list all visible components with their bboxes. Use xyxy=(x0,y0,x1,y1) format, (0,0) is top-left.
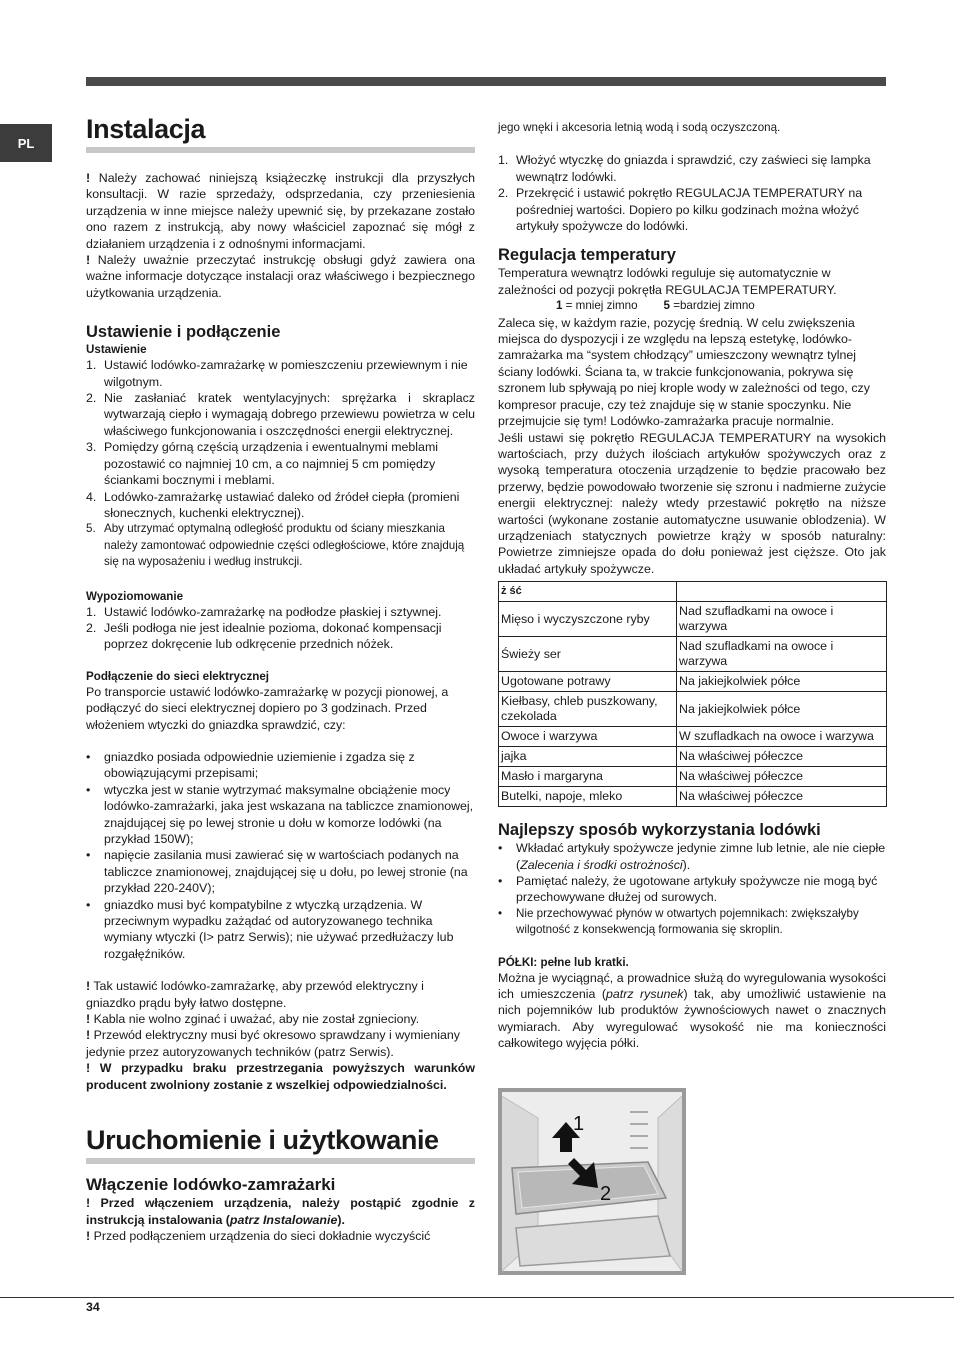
list-item: 2. Przekręcić i ustawić pokrętło REGULACJA TEMPERATURY na pośredniej wartości. Dopiero po kilku godzinach można włożyć artykuły spożywcze do lodówki. xyxy=(498,186,863,234)
bullet-item: • napięcie zasilania musi zawierać się w wartościach podanych na tabliczce znamionowej, znajdującej się u dołu, po lewej stronie (na przykład 220-240V); xyxy=(86,848,468,896)
table-header-cell: ż ść xyxy=(499,582,677,602)
footer-rule xyxy=(0,1297,954,1298)
cleaning-warning: ! Przed podłączeniem urządzenia do sieci dokładnie wyczyścić xyxy=(86,1228,431,1243)
language-tab: PL xyxy=(0,124,52,162)
table-row xyxy=(499,692,887,727)
table-cell: W szufladkach na owoce i warzywa xyxy=(677,727,887,747)
temperature-paragraph-2: Jeśli ustawi się pokrętło REGULACJA TEMPERATURY na wysokich wartościach, przy dużych ilościach artykułów spożywczych oraz z wysoką temperatura otoczenia urządzenie to będzie pracowało bez przerwy, będzie powodowało tworzenie się szronu i nadmierne zużycie energii elektrycznej: należy wtedy przestawić pokrętło na niższe wartości (wykonane zostanie automatyczne usuwanie oblodzenia). W urządzeniach statycznych powietrze krąży w sposób naturalny: Powietrze zimniejsze opada do dołu ponieważ jest cięższe. Oto jak układać artykuły spożywcze. xyxy=(498,430,886,576)
table-cell: Świeży ser xyxy=(499,637,677,672)
list-item: 2. Jeśli podłoga nie jest idealnie pozioma, dokonać kompensacji poprzez dokręcenie lub odkręcenie przednich nóżek. xyxy=(86,620,442,652)
left-column xyxy=(86,112,475,1244)
section-title-startup: Uruchomienie i użytkowanie xyxy=(86,1125,439,1156)
bullet-item: • Pamiętać należy, że ugotowane artykuły spożywcze nie mogą być przechowywane dłużej od surowych. xyxy=(498,873,878,905)
shelf-illustration xyxy=(498,1088,686,1275)
placement-list xyxy=(86,357,475,570)
list-item: 5. Aby utrzymać optymalną odległość produktu od ściany mieszkania należy zamontować odpowiednie części odległościowe, które znajdują się na wyposażeniu i według instrukcji. xyxy=(86,522,465,569)
table-row xyxy=(499,767,887,787)
warning-line: ! Kabla nie wolno zginać i uważać, aby nie został zgnieciony. xyxy=(86,1012,420,1027)
bullet-item: • Nie przechowywać płynów w otwartych pojemnikach: zwiększałyby wilgotność z konsekwencją formowania się skroplin. xyxy=(498,906,859,937)
list-item: 4. Lodówko-zamrażarkę ustawiać daleko od źródeł ciepła (promieni słonecznych, kuchenki elektrycznej). xyxy=(86,489,460,520)
startup-steps xyxy=(498,152,886,234)
table-cell: Na właściwej półeczce xyxy=(677,787,887,807)
heading-switch-on: Włączenie lodówko-zamrażarki xyxy=(86,1175,336,1195)
figure-label-1: 1 xyxy=(573,1113,585,1135)
list-item: 1. Ustawić lodówko-zamrażarkę w pomieszczeniu przewiewnym i nie wilgotnym. xyxy=(86,358,468,389)
table-row xyxy=(499,672,887,692)
table-cell: Ugotowane potrawy xyxy=(499,672,677,692)
warning-line: ! Przewód elektryczny musi być okresowo sprawdzany i wymieniany jedynie przez autoryzowanych techników (patrz Serwis). xyxy=(86,1028,460,1059)
continued-text: jego wnęki i akcesoria letnią wodą i sodą oczyszczoną. xyxy=(498,121,781,134)
subheading-levelling: Wypoziomowanie xyxy=(86,589,184,603)
liability-warning: ! W przypadku braku przestrzegania powyższych warunków producent zwolniony zostanie z wszelkiej odpowiedzialności. xyxy=(86,1061,475,1092)
subheading-shelves: PÓŁKI: pełne lub kratki. xyxy=(498,955,629,969)
table-cell: Mięso i wyczyszczone ryby xyxy=(499,602,677,637)
temperature-intro: Temperatura wewnątrz lodówki reguluje się automatycznie w zależności od pozycji pokrętła REGULACJA TEMPERATURY. xyxy=(498,266,837,297)
bullet-item: • gniazdko posiada odpowiednie uziemienie i zgadza się z obowiązującymi przepisami; xyxy=(86,749,415,781)
figure-label-2: 2 xyxy=(600,1183,612,1205)
section-title-installation: Instalacja xyxy=(86,114,206,144)
table-cell: Kiełbasy, chleb puszkowany, czekolada xyxy=(499,692,677,727)
warning-line: ! Tak ustawić lodówko-zamrażarkę, aby przewód elektryczny i gniazdko prądu były łatwo dostępne. xyxy=(86,979,424,1010)
list-item: 1. Włożyć wtyczkę do gniazda i sprawdzić, czy zaświeci się lampka wewnątrz lodówki. xyxy=(498,153,871,184)
switch-on-warning: ! Przed włączeniem urządzenia, należy postąpić zgodnie z instrukcją instalowania (patrz Instalowanie). xyxy=(86,1196,475,1227)
table-cell: Owoce i warzywa xyxy=(499,727,677,747)
table-cell: Masło i margaryna xyxy=(499,767,677,787)
table-row xyxy=(499,747,887,767)
intro-paragraph-1: ! Należy zachować niniejszą książeczkę instrukcji dla przyszłych konsultacji. W razie sprzedaży, odsprzedania, czy przeniesienia urządzenia w inne miejsce należy upewnić się, by przekazane zostało ono razem z instrukcją, aby nowy właściciel zapoznać się mógł z działaniem urządzenia i z odnośnymi informacjami. xyxy=(86,171,475,251)
best-use-list xyxy=(498,840,886,938)
bullet-item: • Wkładać artykuły spożywcze jedynie zimne lub letnie, ale nie ciepłe (Zalecenia i środki ostrożności). xyxy=(498,841,886,872)
temperature-paragraph-1: Zaleca się, w każdym razie, pozycję średnią. W celu zwiększenia miejsca do dyspozycji i ze względu na lepszą estetykę, lodówko-zamrażarka ma “system chłodzący” umieszczony wewnątrz tylnej ściany lodówki. Ściana ta, w trakcie funkcjonowania, pokrywa się szronem lub spływają po niej krople wody w zależności od tego, czy kompresor pracuje, czy też znajduje się w stanie spoczynku. Nie przejmujcie się tym! Lodówko-zamrażarka pracuje normalnie. xyxy=(498,315,870,429)
heading-temperature: Regulacja temperatury xyxy=(498,246,676,265)
electrical-paragraph: Po transporcie ustawić lodówko-zamrażarkę w pozycji pionowej, a podłączyć do sieci elektrycznej dopiero po 3 godzinach. Przed włożeniem wtyczki do gniazdka sprawdzić, czy: xyxy=(86,684,449,732)
table-row xyxy=(499,602,887,637)
table-row xyxy=(499,727,887,747)
shelf-adjustment-figure xyxy=(498,1088,686,1275)
table-cell: jajka xyxy=(499,747,677,767)
table-cell: Nad szufladkami na owoce i warzywa xyxy=(677,637,887,672)
table-cell: Na jakiejkolwiek półce xyxy=(677,672,887,692)
levelling-list xyxy=(86,604,475,653)
subheading-placement: Ustawienie xyxy=(86,343,147,357)
table-row xyxy=(499,637,887,672)
heading-best-use: Najlepszy sposób wykorzystania lodówki xyxy=(498,821,821,840)
top-rule xyxy=(86,77,886,86)
table-header-row xyxy=(499,582,887,602)
intro-paragraph-2: ! Należy uważnie przeczytać instrukcję obsługi gdyż zawiera ona ważne informacje dotyczące instalacji oraz właściwego i bezpiecznego użytkowania urządzenia. xyxy=(86,253,475,300)
heading-placement-connection: Ustawienie i podłączenie xyxy=(86,323,281,342)
table-cell: Na właściwej półeczce xyxy=(677,767,887,787)
table-cell: Nad szufladkami na owoce i warzywa xyxy=(677,602,887,637)
list-item: 2. Nie zasłaniać kratek wentylacyjnych: sprężarka i skraplacz wytwarzają ciepło i wymagają dobrego przewiewu powietrza w celu właściwego funkcjonowania i oszczędności energii elektrycznej. xyxy=(86,391,475,438)
shelves-paragraph: Można je wyciągnąć, a prowadnice służą do wyregulowania wysokości ich umieszczenia (patrz rysunek) tak, aby umożliwić ustawienie na nich pojemników lub produktów żywnościowych nawet o znacznych wymiarach. Aby wyregulować wysokość nie ma konieczności całkowitego wyjęcia półki. xyxy=(498,970,886,1051)
bullet-item: • gniazdko musi być kompatybilne z wtyczką urządzenia. W przeciwnym wypadku zażądać od autoryzowanego technika wymiany wtyczki (I> patrz Serwis); nie używać przedłużaczy lub rozgałęźników. xyxy=(86,897,454,961)
subheading-electrical: Podłączenie do sieci elektrycznej xyxy=(86,669,270,683)
table-cell: Na jakiejkolwiek półce xyxy=(677,692,887,727)
table-row xyxy=(499,787,887,807)
page-number: 34 xyxy=(86,1300,100,1314)
table-header-cell xyxy=(677,582,887,602)
table-cell: Butelki, napoje, mleko xyxy=(499,787,677,807)
food-placement-table xyxy=(498,581,887,807)
thermostat-scale: 1 = mniej zimno 5 =bardziej zimno xyxy=(556,299,755,313)
right-column xyxy=(498,120,886,1052)
list-item: 3. Pomiędzy górną częścią urządzenia i ewentualnymi meblami pozostawić co najmniej 10 cm, a co najmniej 5 cm pomiędzy ściankami bocznymi i meblami. xyxy=(86,440,439,488)
list-item: 1. Ustawić lodówko-zamrażarkę na podłodze płaskiej i sztywnej. xyxy=(86,604,442,619)
table-cell: Na właściwej półeczce xyxy=(677,747,887,767)
electrical-checklist xyxy=(86,749,475,962)
bullet-item: • wtyczka jest w stanie wytrzymać maksymalne obciążenie mocy lodówko-zamrażarki, jaka jest wskazana na tabliczce znamionowej, znajdującej się po lewej stronie u dołu w komorze lodówki (na przykład 150W); xyxy=(86,782,474,846)
